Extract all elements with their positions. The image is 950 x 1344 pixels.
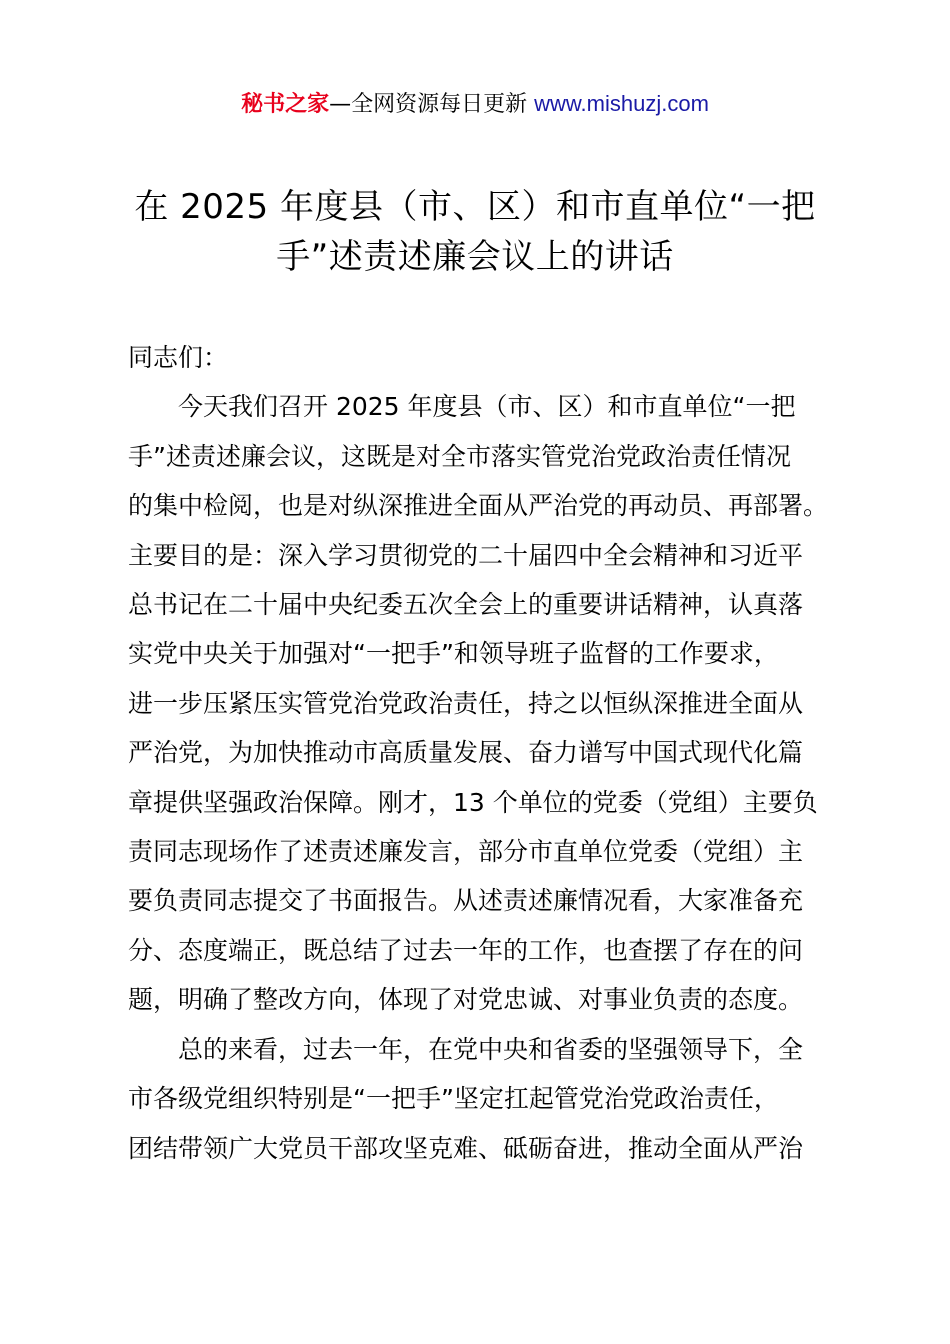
paragraph-line: 团结带领广大党员干部攻坚克难、砥砺奋进，推动全面从严治 (128, 1133, 804, 1163)
paragraph-line: 章提供坚强政治保障。刚才，13 个单位的党委（党组）主要负 (128, 787, 818, 817)
paragraph-line: 总的来看，过去一年，在党中央和省委的坚强领导下，全 (178, 1034, 804, 1064)
paragraph-line: 今天我们召开 2025 年度县（市、区）和市直单位“一把 (178, 392, 796, 422)
watermark-header (0, 88, 950, 121)
paragraph-line: 要负责同志提交了书面报告。从述责述廉情况看，大家准备充 (128, 886, 804, 916)
paragraph-line: 实党中央关于加强对“一把手”和领导班子监督的工作要求， (128, 639, 779, 669)
paragraph-line: 的集中检阅，也是对纵深推进全面从严治党的再动员、再部署。 (128, 491, 829, 521)
title-line: 手”述责述廉会议上的讲话 (276, 237, 674, 277)
paragraph-line: 手”述责述廉会议，这既是对全市落实管党治党政治责任情况 (128, 441, 791, 471)
paragraph-line: 严治党，为加快推动市高质量发展、奋力谱写中国式现代化篇 (128, 738, 804, 768)
paragraph-line: 责同志现场作了述责述廉发言，部分市直单位党委（党组）主 (128, 837, 804, 867)
brand-name: 秘书之家 (241, 92, 330, 117)
paragraph-line: 分、态度端正，既总结了过去一年的工作，也查摆了存在的问 (128, 935, 804, 965)
document-body (128, 333, 832, 1173)
paragraph-line: 主要目的是：深入学习贯彻党的二十届四中全会精神和习近平 (128, 540, 804, 570)
paragraph-line: 市各级党组织特别是“一把手”坚定扛起管党治党政治责任， (128, 1084, 779, 1114)
header-tagline: —全网资源每日更新 (329, 92, 535, 117)
paragraph-line: 进一步压紧压实管党治党政治责任，持之以恒纵深推进全面从 (128, 688, 804, 718)
paragraph-line: 题，明确了整改方向，体现了对党忠诚、对事业负责的态度。 (128, 985, 804, 1015)
paragraph-line: 总书记在二十届中央纪委五次全会上的重要讲话精神，认真落 (128, 590, 804, 620)
document-title (128, 182, 822, 282)
salutation: 同志们： (128, 343, 229, 372)
site-url-link[interactable]: www.mishuzj.com (534, 91, 709, 116)
title-line: 在 2025 年度县（市、区）和市直单位“一把 (134, 187, 816, 227)
